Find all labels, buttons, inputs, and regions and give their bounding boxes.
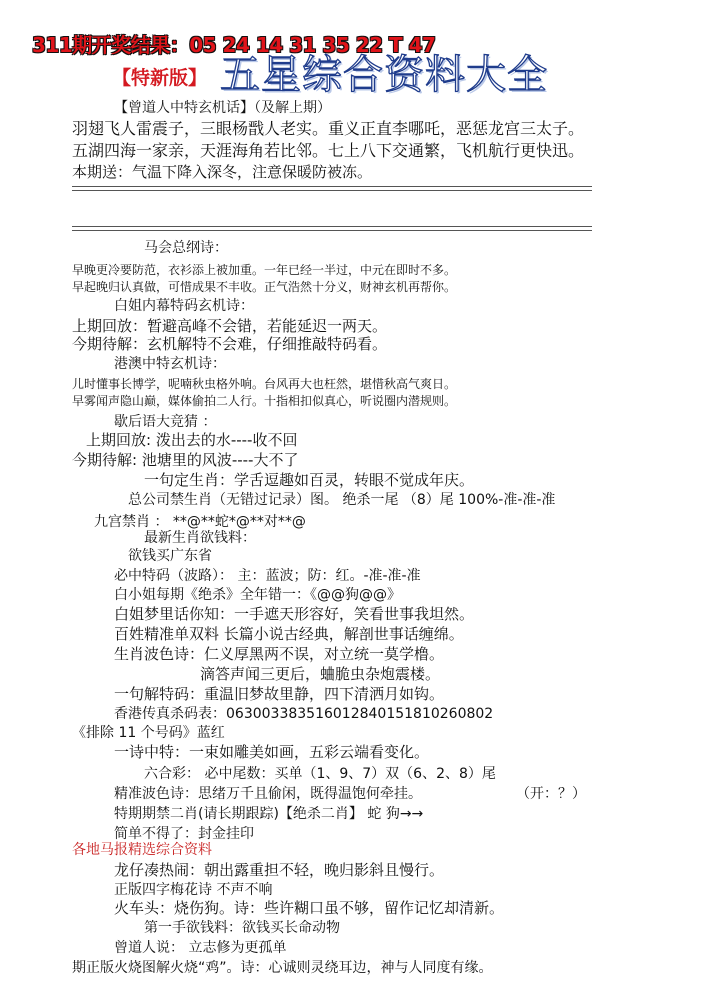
mahui-line-1: 早晚更冷要防范，衣衫添上被加重。一年已经一半过，中元在即时不多。 [72, 263, 457, 277]
gangao-heading: 港澳中特玄机诗： [114, 356, 226, 372]
pick-line-2: 总公司禁生肖（无错过记录）图。 绝杀一尾 （8）尾 100%-准-准-准 [128, 492, 556, 508]
pick-line-18: 特期期禁二肖(请长期跟踪)【绝杀二肖】 蛇 狗→→ [114, 806, 424, 822]
divider-2 [72, 226, 592, 231]
pick-line-6: 必中特码（波路）： 主：蓝波；防：红。-准-准-准 [114, 568, 421, 584]
gangao-line-2: 早雾闻声隐山巅，媒体偷拍二人行。十指相扣似真心，听说圈内潜规则。 [72, 394, 457, 408]
baijie-curr: 今期待解：玄机解特不会难，仔细推敲特码看。 [72, 335, 388, 353]
gangao-line-1: 儿时懂事长博学，呢喃秋虫格外响。台风再大也枉然，堪惜秋高气爽日。 [72, 377, 457, 391]
local-line-4: 第一手欲钱料：欲钱买长命动物 [144, 920, 340, 936]
pick-line-13: 香港传真杀码表：06300338351601284015181026080​2 [114, 706, 494, 722]
pick-line-7: 白小姐每期《绝杀》全年错一：《@@狗@@》 [114, 587, 401, 603]
pick-line-11: 滴答声闻三更后，蛐脆虫杂炮震楼。 [200, 665, 441, 683]
local-line-6: 期正版火烧图解火烧“鸡”。诗：心诚则灵绕耳边，神与人同度有缘。 [72, 960, 493, 976]
pick-line-3: 九宫禁肖 ： **@**蛇*@**对**@ [94, 514, 306, 530]
pick-line-14: 《排除 11 个号码》蓝红 [72, 725, 225, 741]
pick-line-15: 一诗中特：一束如雕美如画，五彩云端看变化。 [114, 743, 430, 761]
intro-line-2: 五湖四海一家亲，天涯海角若比邻。七上八下交通繁，飞机航行更快迅。 [72, 141, 585, 160]
edition-label: 【特新版】 [112, 67, 208, 89]
pick-line-12: 一句解特码：重温旧梦故里静，四下清洒月如钩。 [114, 685, 445, 703]
pick-line-5: 欲钱买广东省 [128, 548, 212, 564]
pick-line-8: 白姐梦里话你知：一手遮天形容好，笑看世事我坦然。 [114, 605, 475, 623]
pick-line-1: 一句定生肖：学舌逗趣如百灵，转眼不觉成年庆。 [144, 471, 475, 489]
pick-line-16: 六合彩： 必中尾数：买单（1、9、7）双（6、2、8）尾 [144, 766, 496, 782]
pick-line-17: 精准波色诗：思绪万千且偷闲，既得温饱何牵挂。 [114, 786, 422, 802]
divider-1 [72, 186, 592, 191]
page-title: 五星综合资料大全 [220, 52, 548, 98]
pick-line-10: 生肖波色诗：仁义厚黑两不误，对立统一莫学橹。 [114, 645, 445, 663]
baijie-heading: 白姐内幕特码玄机诗： [114, 298, 254, 314]
local-line-5: 曾道人说： 立志修为更孤单 [114, 940, 287, 956]
baijie-prev: 上期回放：暂避高峰不会错，若能延迟一两天。 [72, 317, 388, 335]
mahui-line-2: 早起晚归认真做，可惜成果不丰收。正气浩然十分义，财神玄机再帮你。 [72, 280, 457, 294]
xiehouyu-curr: 今期待解: 池塘里的风波----大不了 [72, 451, 299, 469]
pick-line-17-note: （开：？） [516, 786, 586, 802]
intro-line-3: 本期送：气温下降入深冬，注意保暖防被冻。 [72, 163, 373, 181]
local-line-1: 龙仔凑热闹：朝出露重担不轻，晚归影斜且慢行。 [114, 861, 445, 879]
pick-line-4: 最新生肖欲钱料： [144, 530, 256, 546]
mahui-heading: 马会总纲诗： [144, 240, 228, 256]
local-heading: 各地马报精选综合资料 [72, 842, 212, 858]
intro-heading: 【曾道人中特玄机话】（及解上期） [114, 100, 331, 116]
xiehouyu-prev: 上期回放: 泼出去的水----收不回 [86, 431, 298, 449]
local-line-2: 正版四字梅花诗 不声不响 [114, 882, 273, 898]
draw-result-banner: 311期开奖结果：05 24 14 31 35 22 T 47 [32, 33, 436, 57]
local-line-3: 火车头：烧伤狗。诗：些许糊口虽不够，留作记忆却清新。 [114, 899, 505, 917]
pick-line-9: 百姓精准单双料 长篇小说古经典，解剖世事话缠绵。 [114, 625, 464, 643]
intro-line-1: 羽翅飞人雷震子，三眼杨戬人老实。重义正直李哪吒，恶惩龙宫三太子。 [72, 119, 585, 138]
pick-line-19: 简单不得了：封金挂印 [114, 826, 254, 842]
xiehouyu-heading: 歇后语大竞猜 ： [114, 414, 217, 430]
